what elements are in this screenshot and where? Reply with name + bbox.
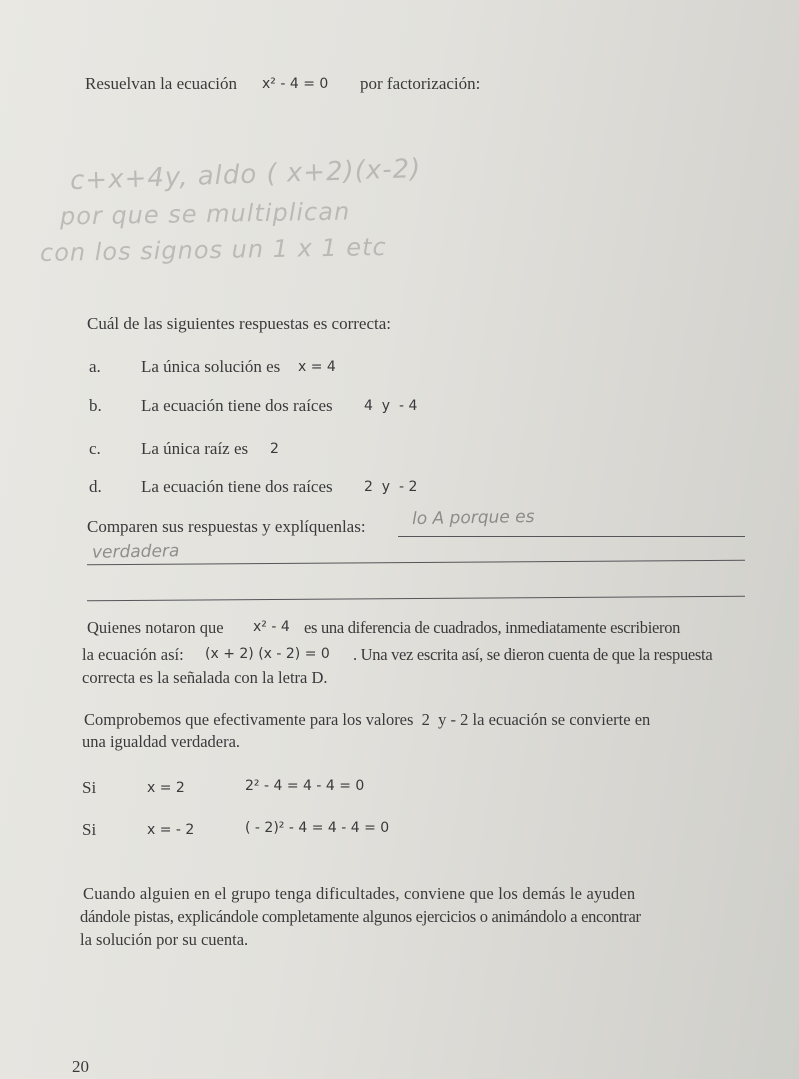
explanation-line1-b: es una diferencia de cuadrados, inmediatamente escribieron: [304, 618, 681, 637]
answer-line-2: [87, 560, 745, 566]
question-title: Cuál de las siguientes respuestas es correcta:: [87, 314, 392, 333]
verify-row1-x: x = 2: [147, 780, 185, 796]
header-equation: x² - 4 = 0: [262, 76, 329, 92]
verify-row2-si: Si: [82, 820, 97, 839]
closing-line3: la solución por su cuenta.: [80, 930, 249, 949]
explanation-line3: correcta es la señalada con la letra D.: [82, 668, 328, 687]
explanation-line1-a: Quienes notaron que: [87, 618, 224, 637]
option-b-text: La ecuación tiene dos raíces: [141, 396, 333, 415]
option-a-math: x = 4: [298, 359, 336, 375]
verify-row2-calc: ( - 2)² - 4 = 4 - 4 = 0: [245, 820, 390, 836]
option-a-text: La única solución es: [141, 357, 281, 376]
verify-line2: una igualdad verdadera.: [82, 732, 241, 751]
option-b-math: 4 y - 4: [364, 398, 418, 414]
option-a-letter: a.: [89, 357, 101, 376]
explanation-line2-b: . Una vez escrita así, se dieron cuenta de que la respuesta: [353, 645, 713, 664]
verify-line1: Comprobemos que efectivamente para los valores 2 y - 2 la ecuación se convierte en: [84, 710, 651, 729]
answer-handwriting-2: verdadera: [91, 541, 180, 563]
option-d-letter: d.: [89, 477, 102, 496]
erased-note-1: c+x+4y, aldo ( x+2)(x-2): [69, 153, 422, 197]
header-suffix: por factorización:: [360, 74, 481, 93]
erased-note-2: por que se multiplican: [59, 197, 351, 231]
explanation-line2-math: (x + 2) (x - 2) = 0: [205, 646, 330, 662]
option-c-text: La única raíz es: [141, 439, 249, 458]
erased-note-3: con los signos un 1 x 1 etc: [39, 232, 387, 268]
explanation-line2-a: la ecuación así:: [82, 645, 184, 664]
closing-line2: dándole pistas, explicándole completamente algunos ejercicios o animándolo a encontrar: [80, 907, 641, 926]
page-number: 20: [72, 1057, 89, 1076]
option-d-text: La ecuación tiene dos raíces: [141, 477, 333, 496]
option-c-math: 2: [270, 441, 279, 457]
answer-line-3: [87, 596, 745, 602]
verify-row1-si: Si: [82, 778, 97, 797]
closing-line1: Cuando alguien en el grupo tenga dificultades, conviene que los demás le ayuden: [83, 884, 636, 903]
explanation-line1-math: x² - 4: [253, 619, 290, 635]
verify-row2-x: x = - 2: [147, 822, 195, 838]
option-b-letter: b.: [89, 396, 102, 415]
verify-row1-calc: 2² - 4 = 4 - 4 = 0: [245, 778, 365, 794]
header-prefix: Resuelvan la ecuación: [85, 74, 237, 93]
answer-line-1: [398, 536, 745, 537]
option-c-letter: c.: [89, 439, 101, 458]
option-d-math: 2 y - 2: [364, 479, 418, 495]
compare-label: Comparen sus respuestas y explíquenlas:: [87, 517, 366, 536]
answer-handwriting-1: lo A porque es: [411, 506, 535, 530]
